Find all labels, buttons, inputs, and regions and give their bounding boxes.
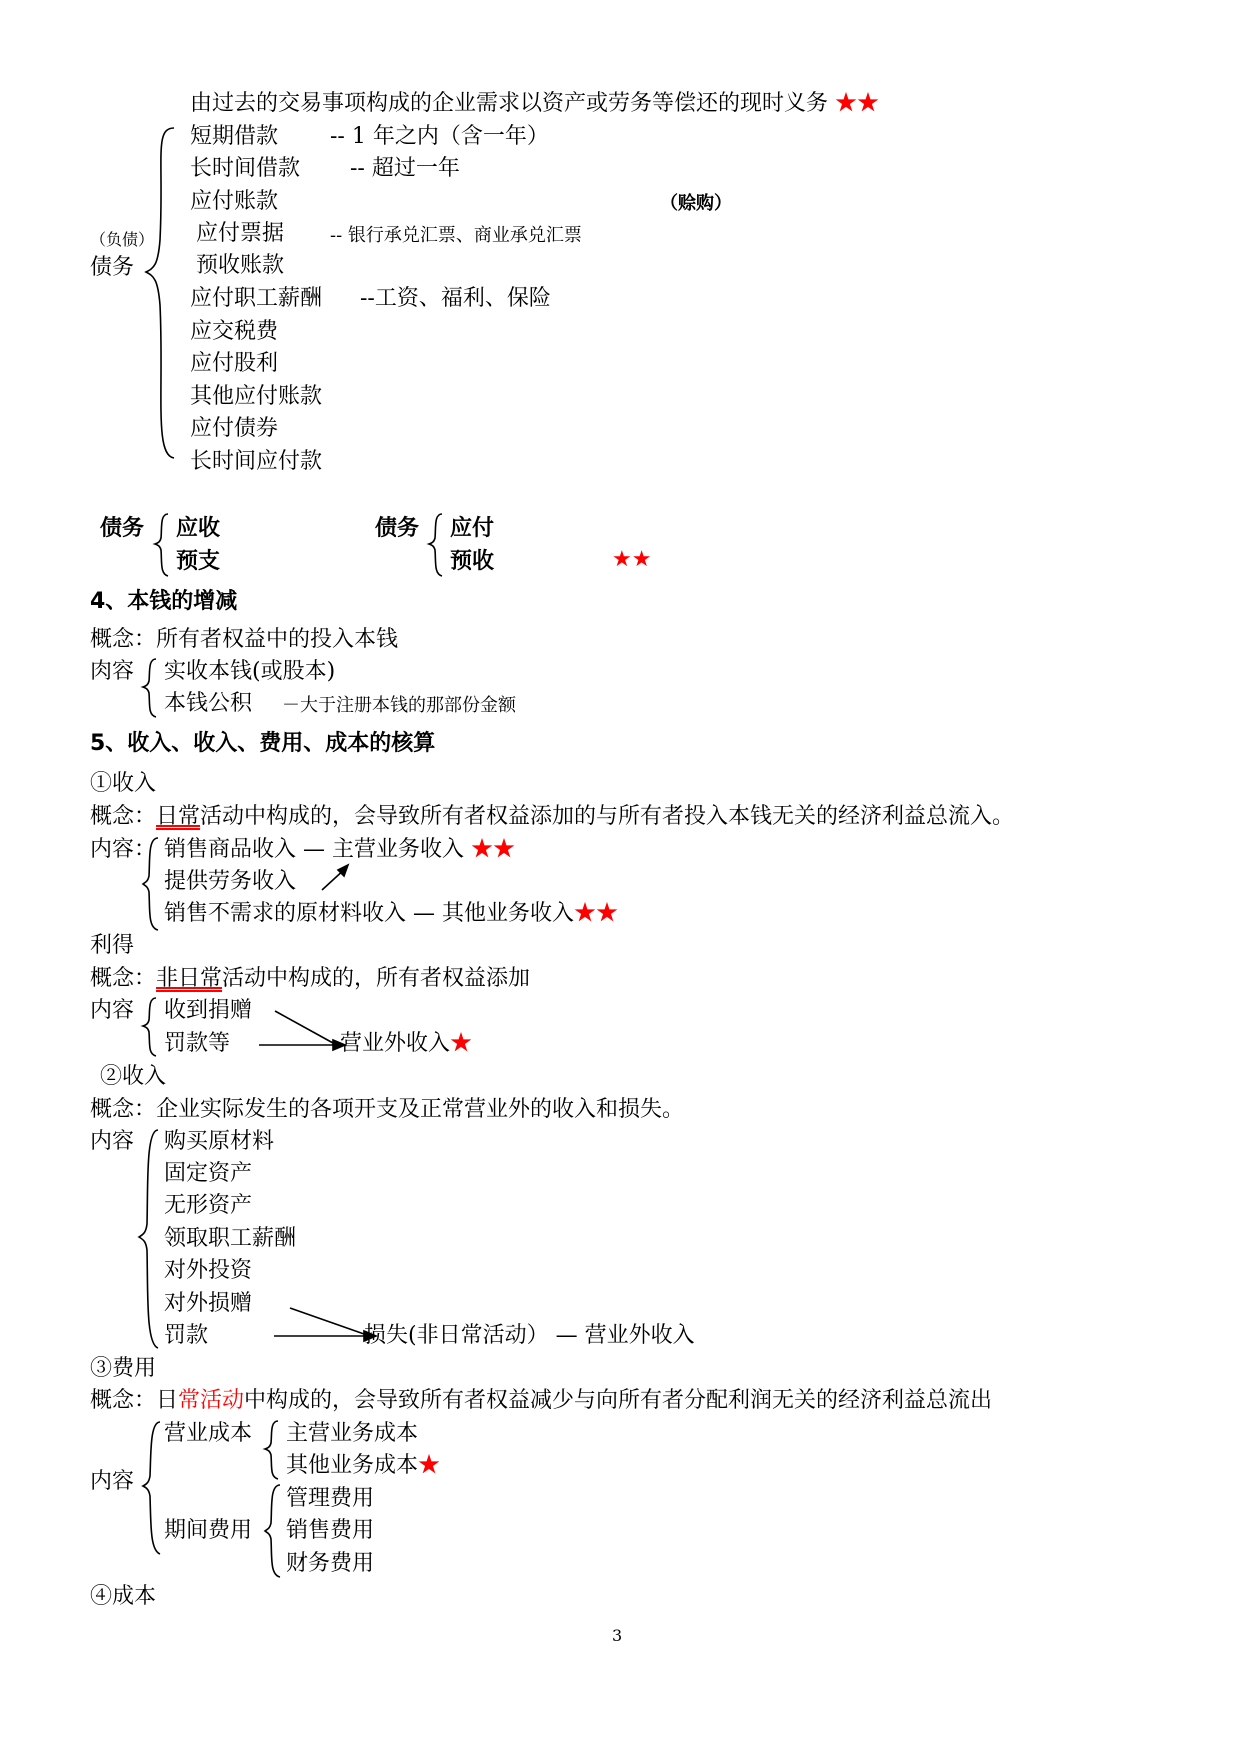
income2-item: 罚款 (164, 1323, 209, 1348)
expense-group2-brace (262, 1481, 284, 1581)
expense-group2-item: 管理费用 (286, 1486, 375, 1511)
income2-brace (136, 1124, 162, 1354)
gain-brace (140, 994, 160, 1060)
arrow-icon (318, 862, 358, 894)
highlighted-term: 常活动 (178, 1388, 245, 1413)
liability-item: 应付职工薪酬 (190, 286, 323, 311)
income1-item: 提供劳务收入 (164, 869, 297, 894)
liability-item: 短期借款 (190, 124, 279, 149)
expense-group1-label: 营业成本 (164, 1421, 253, 1446)
liability-item: 长时间借款 (190, 156, 301, 181)
income2-item: 领取职工薪酬 (164, 1226, 297, 1251)
income2-item: 固定资产 (164, 1161, 253, 1186)
expense-group1-brace (262, 1417, 282, 1483)
liability-item: 应交税费 (190, 319, 279, 344)
expense-group2-item: 财务费用 (286, 1551, 375, 1576)
income2-item: 购买原材料 (164, 1129, 275, 1154)
importance-stars: ★★ (471, 837, 516, 862)
compare-right-brace (426, 510, 446, 580)
income1-title: ①收入 (90, 771, 157, 796)
compare-right-item: 预收 (450, 549, 495, 574)
liability-note: （赊购） (660, 193, 732, 214)
importance-star: ★ (418, 1453, 441, 1478)
section4-concept: 概念：所有者权益中的投入本钱 (90, 627, 399, 652)
liability-item: 应付股利 (190, 351, 279, 376)
section4-item-note: －大于注册本钱的那部份金额 (282, 695, 516, 716)
compare-right-item: 应付 (450, 516, 495, 541)
expense-content-label: 内容 (90, 1469, 135, 1494)
expense-group2-item: 销售费用 (286, 1518, 375, 1543)
liability-note: -- 1 年之内（含一年） (330, 124, 549, 149)
income2-item: 对外损赠 (164, 1291, 253, 1316)
income1-content-label: 内容： (90, 837, 157, 862)
section4-item: 实收本钱(或股本) (164, 659, 336, 684)
arrow-icon (255, 1005, 350, 1055)
gain-content-label: 内容 (90, 998, 135, 1023)
underlined-term: 非日常 (156, 966, 223, 991)
compare-left-label: 债务 (100, 516, 145, 541)
liability-item: 应付票据 (196, 221, 285, 246)
liabilities-label-note: （负债） (90, 230, 155, 249)
page-number: 3 (612, 1626, 623, 1645)
compare-right-label: 债务 (375, 516, 420, 541)
liability-item: 应付账款 (190, 189, 279, 214)
gain-item: 收到捐赠 (164, 998, 253, 1023)
expense-group1-item: 其他业务成本★ (286, 1453, 441, 1478)
income2-item: 无形资产 (164, 1193, 253, 1218)
liability-item: 其他应付账款 (190, 384, 323, 409)
expense-title: ③费用 (90, 1356, 157, 1381)
liability-item: 应付债券 (190, 416, 279, 441)
income1-concept: 概念：日常活动中构成的，会导致所有者权益添加的与所有者投入本钱无关的经济利益总流入。 (90, 804, 1015, 829)
liabilities-brace (140, 120, 180, 470)
section4-item: 本钱公积 (164, 691, 253, 716)
income1-item: 销售不需求的原材料收入 — 其他业务收入★★ (164, 901, 619, 926)
importance-stars: ★★ (574, 901, 619, 926)
compare-left-brace (152, 510, 172, 580)
section4-heading: 4、本钱的增减 (90, 589, 238, 614)
gain-item: 罚款等 (164, 1031, 231, 1056)
section4-content-label: 肉容 (90, 659, 135, 684)
liability-note: -- 银行承兑汇票、商业承兑汇票 (330, 225, 582, 246)
importance-stars: ★★ (835, 91, 880, 116)
liability-note: -- 超过一年 (350, 156, 460, 181)
section5-heading: 5、收入、收入、费用、成本的核算 (90, 731, 436, 756)
importance-stars: ★★ (612, 547, 652, 572)
expense-group2-label: 期间费用 (164, 1518, 253, 1543)
income1-brace (140, 834, 162, 934)
income2-result: 损失(非日常活动） — 营业外收入 (364, 1323, 695, 1348)
income2-item: 对外投资 (164, 1258, 253, 1283)
liabilities-label: 债务 (90, 255, 135, 280)
compare-left-item: 应收 (176, 516, 221, 541)
section4-brace (140, 655, 160, 721)
income2-content-label: 内容 (90, 1129, 135, 1154)
income2-title: ②收入 (100, 1064, 167, 1089)
compare-left-item: 预支 (176, 549, 221, 574)
expense-concept: 概念：日常活动中构成的，会导致所有者权益减少与向所有者分配利润无关的经济利益总流出 (90, 1388, 993, 1413)
gain-result: 营业外收入★ (340, 1031, 473, 1056)
gain-title: 利得 (90, 933, 135, 958)
liability-item: 长时间应付款 (190, 449, 323, 474)
underlined-term: 日常 (156, 804, 201, 829)
income1-item: 销售商品收入 — 主营业务收入 ★★ (164, 837, 516, 862)
expense-brace (140, 1418, 164, 1558)
liabilities-definition: 由过去的交易事项构成的企业需求以资产或劳务等偿还的现时义务 ★★ (190, 91, 880, 116)
liability-item: 预收账款 (196, 253, 285, 278)
expense-group1-item: 主营业务成本 (286, 1421, 419, 1446)
gain-concept: 概念：非日常活动中构成的，所有者权益添加 (90, 966, 531, 991)
cost-title: ④成本 (90, 1584, 157, 1609)
importance-star: ★ (450, 1031, 473, 1056)
income2-concept: 概念：企业实际发生的各项开支及正常营业外的收入和损失。 (90, 1097, 685, 1122)
liability-note: --工资、福利、保险 (360, 286, 551, 311)
